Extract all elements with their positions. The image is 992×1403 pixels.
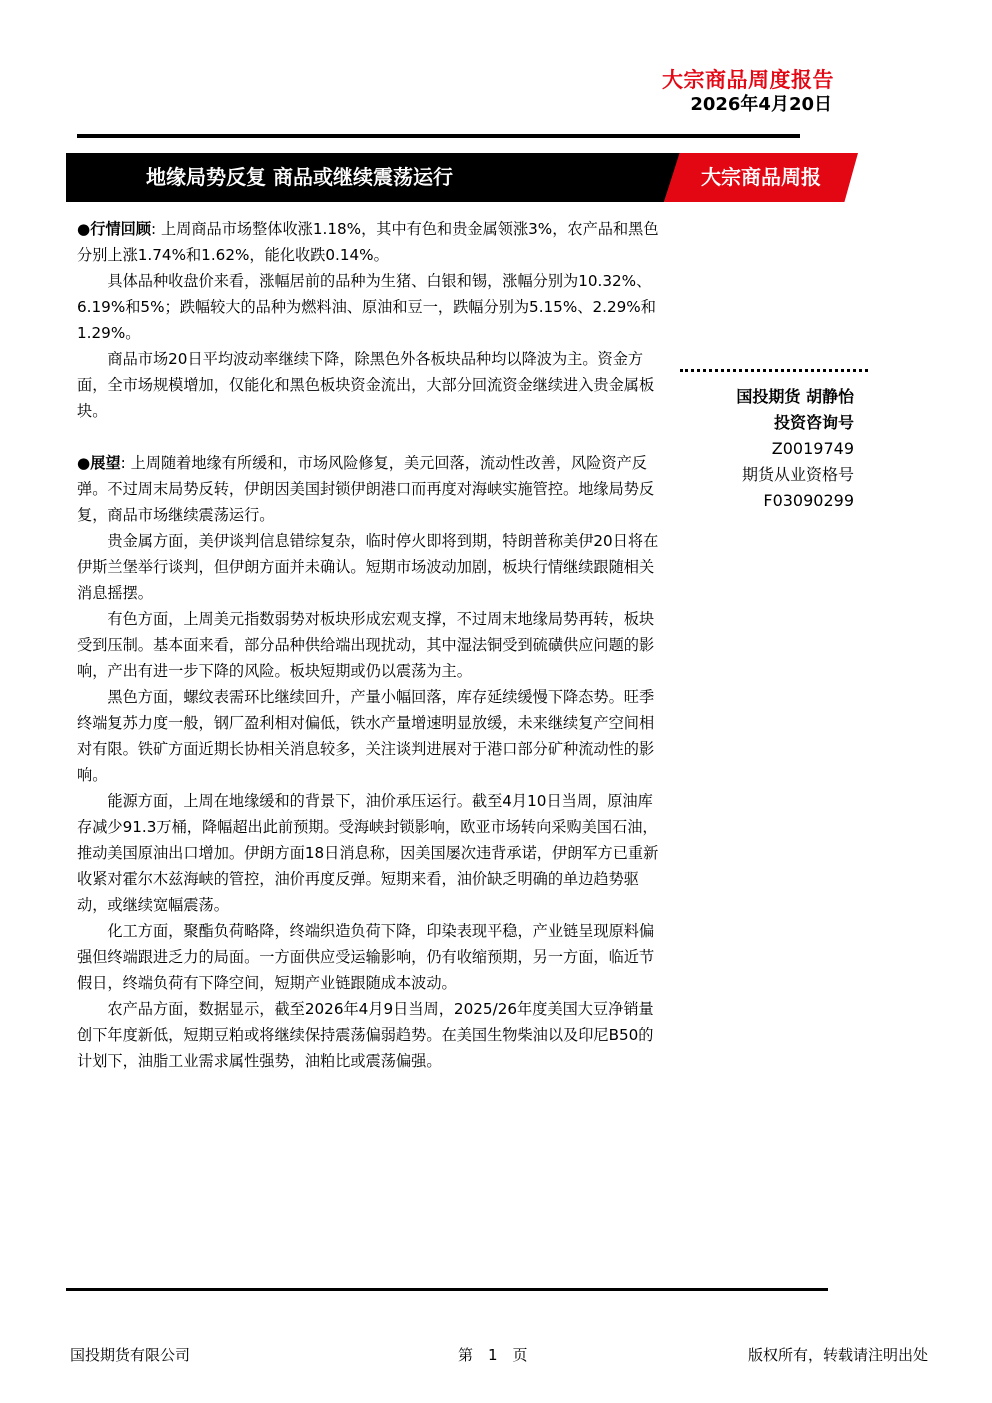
outlook-paragraph <box>77 450 663 528</box>
qualification-label: 期货从业资格号 <box>741 465 854 484</box>
review-volatility-paragraph: 商品市场20日平均波动率继续下降，除黑色外各板块品种均以降波为主。资金方面，全市场规模增加，仅能化和黑色板块资金流出，大部分回流资金继续进入贵金属板块。 <box>77 350 655 420</box>
footer-page-number: 第 1 页 <box>458 1346 528 1364</box>
energy-paragraph: 能源方面，上周在地缘缓和的背景下，油价承压运行。截至4月10日当周，原油库存减少91.3万桶，降幅超出此前预期。受海峡封锁影响，欧亚市场转向采购美国石油，推动美国原油出口增加。伊朗方面18日消息称，因美国屡次违背承诺，伊朗军方已重新收紧对霍尔木兹海峡的管控，油价再度反弹。短期来看，油价缺乏明确的单边趋势驱动，或继续宽幅震荡。 <box>77 792 659 914</box>
footer-copyright: 版权所有，转载请注明出处 <box>747 1346 928 1364</box>
consult-number: Z0019749 <box>771 439 854 458</box>
author-block <box>736 384 854 514</box>
chemical-paragraph: 化工方面，聚酯负荷略降，终端织造负荷下降，印染表现平稳，产业链呈现原料偏强但终端跟进乏力的局面。一方面供应受运输影响，仍有收缩预期，另一方面，临近节假日，终端负荷有下降空间，短期产业链跟随成本波动。 <box>77 922 655 992</box>
consult-number-label: 投资咨询号 <box>773 413 854 432</box>
outlook-text: : 上周随着地缘有所缓和，市场风险修复，美元回落，流动性改善，风险资产反弹。不过周末局势反转，伊朗因美国封锁伊朗港口而再度对海峡实施管控。地缘局势反复，商品市场继续震荡运行。 <box>77 454 655 524</box>
footer-divider <box>66 1288 828 1291</box>
header-divider <box>77 134 800 138</box>
author-dotted-divider <box>680 369 868 372</box>
review-paragraph <box>77 216 663 268</box>
nonferrous-paragraph: 有色方面，上周美元指数弱势对板块形成宏观支撑，不过周末地缘局势再转，板块受到压制。基本面来看，部分品种供给端出现扰动，其中湿法铜受到硫磺供应问题的影响，产出有进一步下降的风险。板块短期或仍以震荡为主。 <box>77 610 655 680</box>
agriculture-paragraph: 农产品方面，数据显示，截至2026年4月9日当周，2025/26年度美国大豆净销量创下年度新低，短期豆粕或将继续保持震荡偏弱趋势。在美国生物柴油以及印尼B50的计划下，油脂工业需求属性强势，油粕比或震荡偏强。 <box>77 1000 654 1070</box>
precious-metals-paragraph: 贵金属方面，美伊谈判信息错综复杂，临时停火即将到期，特朗普称美伊20日将在伊斯兰堡举行谈判，但伊朗方面并未确认。短期市场波动加剧，板块行情继续跟随相关消息摇摆。 <box>77 532 659 602</box>
report-body <box>77 216 663 1074</box>
review-text: : 上周商品市场整体收涨1.18%，其中有色和贵金属领涨3%，农产品和黑色分别上涨1.74%和1.62%，能化收跌0.14%。 <box>77 220 659 264</box>
review-price-paragraph: 具体品种收盘价来看，涨幅居前的品种为生猪、白银和锡，涨幅分别为10.32%、6.19%和5%；跌幅较大的品种为燃料油、原油和豆一，跌幅分别为5.15%、2.29%和1.29%。 <box>77 272 656 342</box>
banner-tag: 大宗商品周报 <box>701 165 821 189</box>
outlook-label: ●展望 <box>77 454 121 472</box>
ferrous-paragraph: 黑色方面，螺纹表需环比继续回升，产量小幅回落，库存延续缓慢下降态势。旺季终端复苏力度一般，钢厂盈利相对偏低，铁水产量增速明显放缓，未来继续复产空间相对有限。铁矿方面近期长协相关消息较多，关注谈判进展对于港口部分矿种流动性的影响。 <box>77 688 655 784</box>
qualification-number: F03090299 <box>763 491 854 510</box>
footer-company: 国投期货有限公司 <box>70 1346 191 1364</box>
review-label: ●行情回顾 <box>77 220 152 238</box>
banner-headline: 地缘局势反复 商品或继续震荡运行 <box>146 165 453 189</box>
author-name: 国投期货 胡静怡 <box>736 387 854 406</box>
report-type-title: 大宗商品周度报告 <box>662 68 834 92</box>
report-date: 2026年4月20日 <box>690 94 832 115</box>
